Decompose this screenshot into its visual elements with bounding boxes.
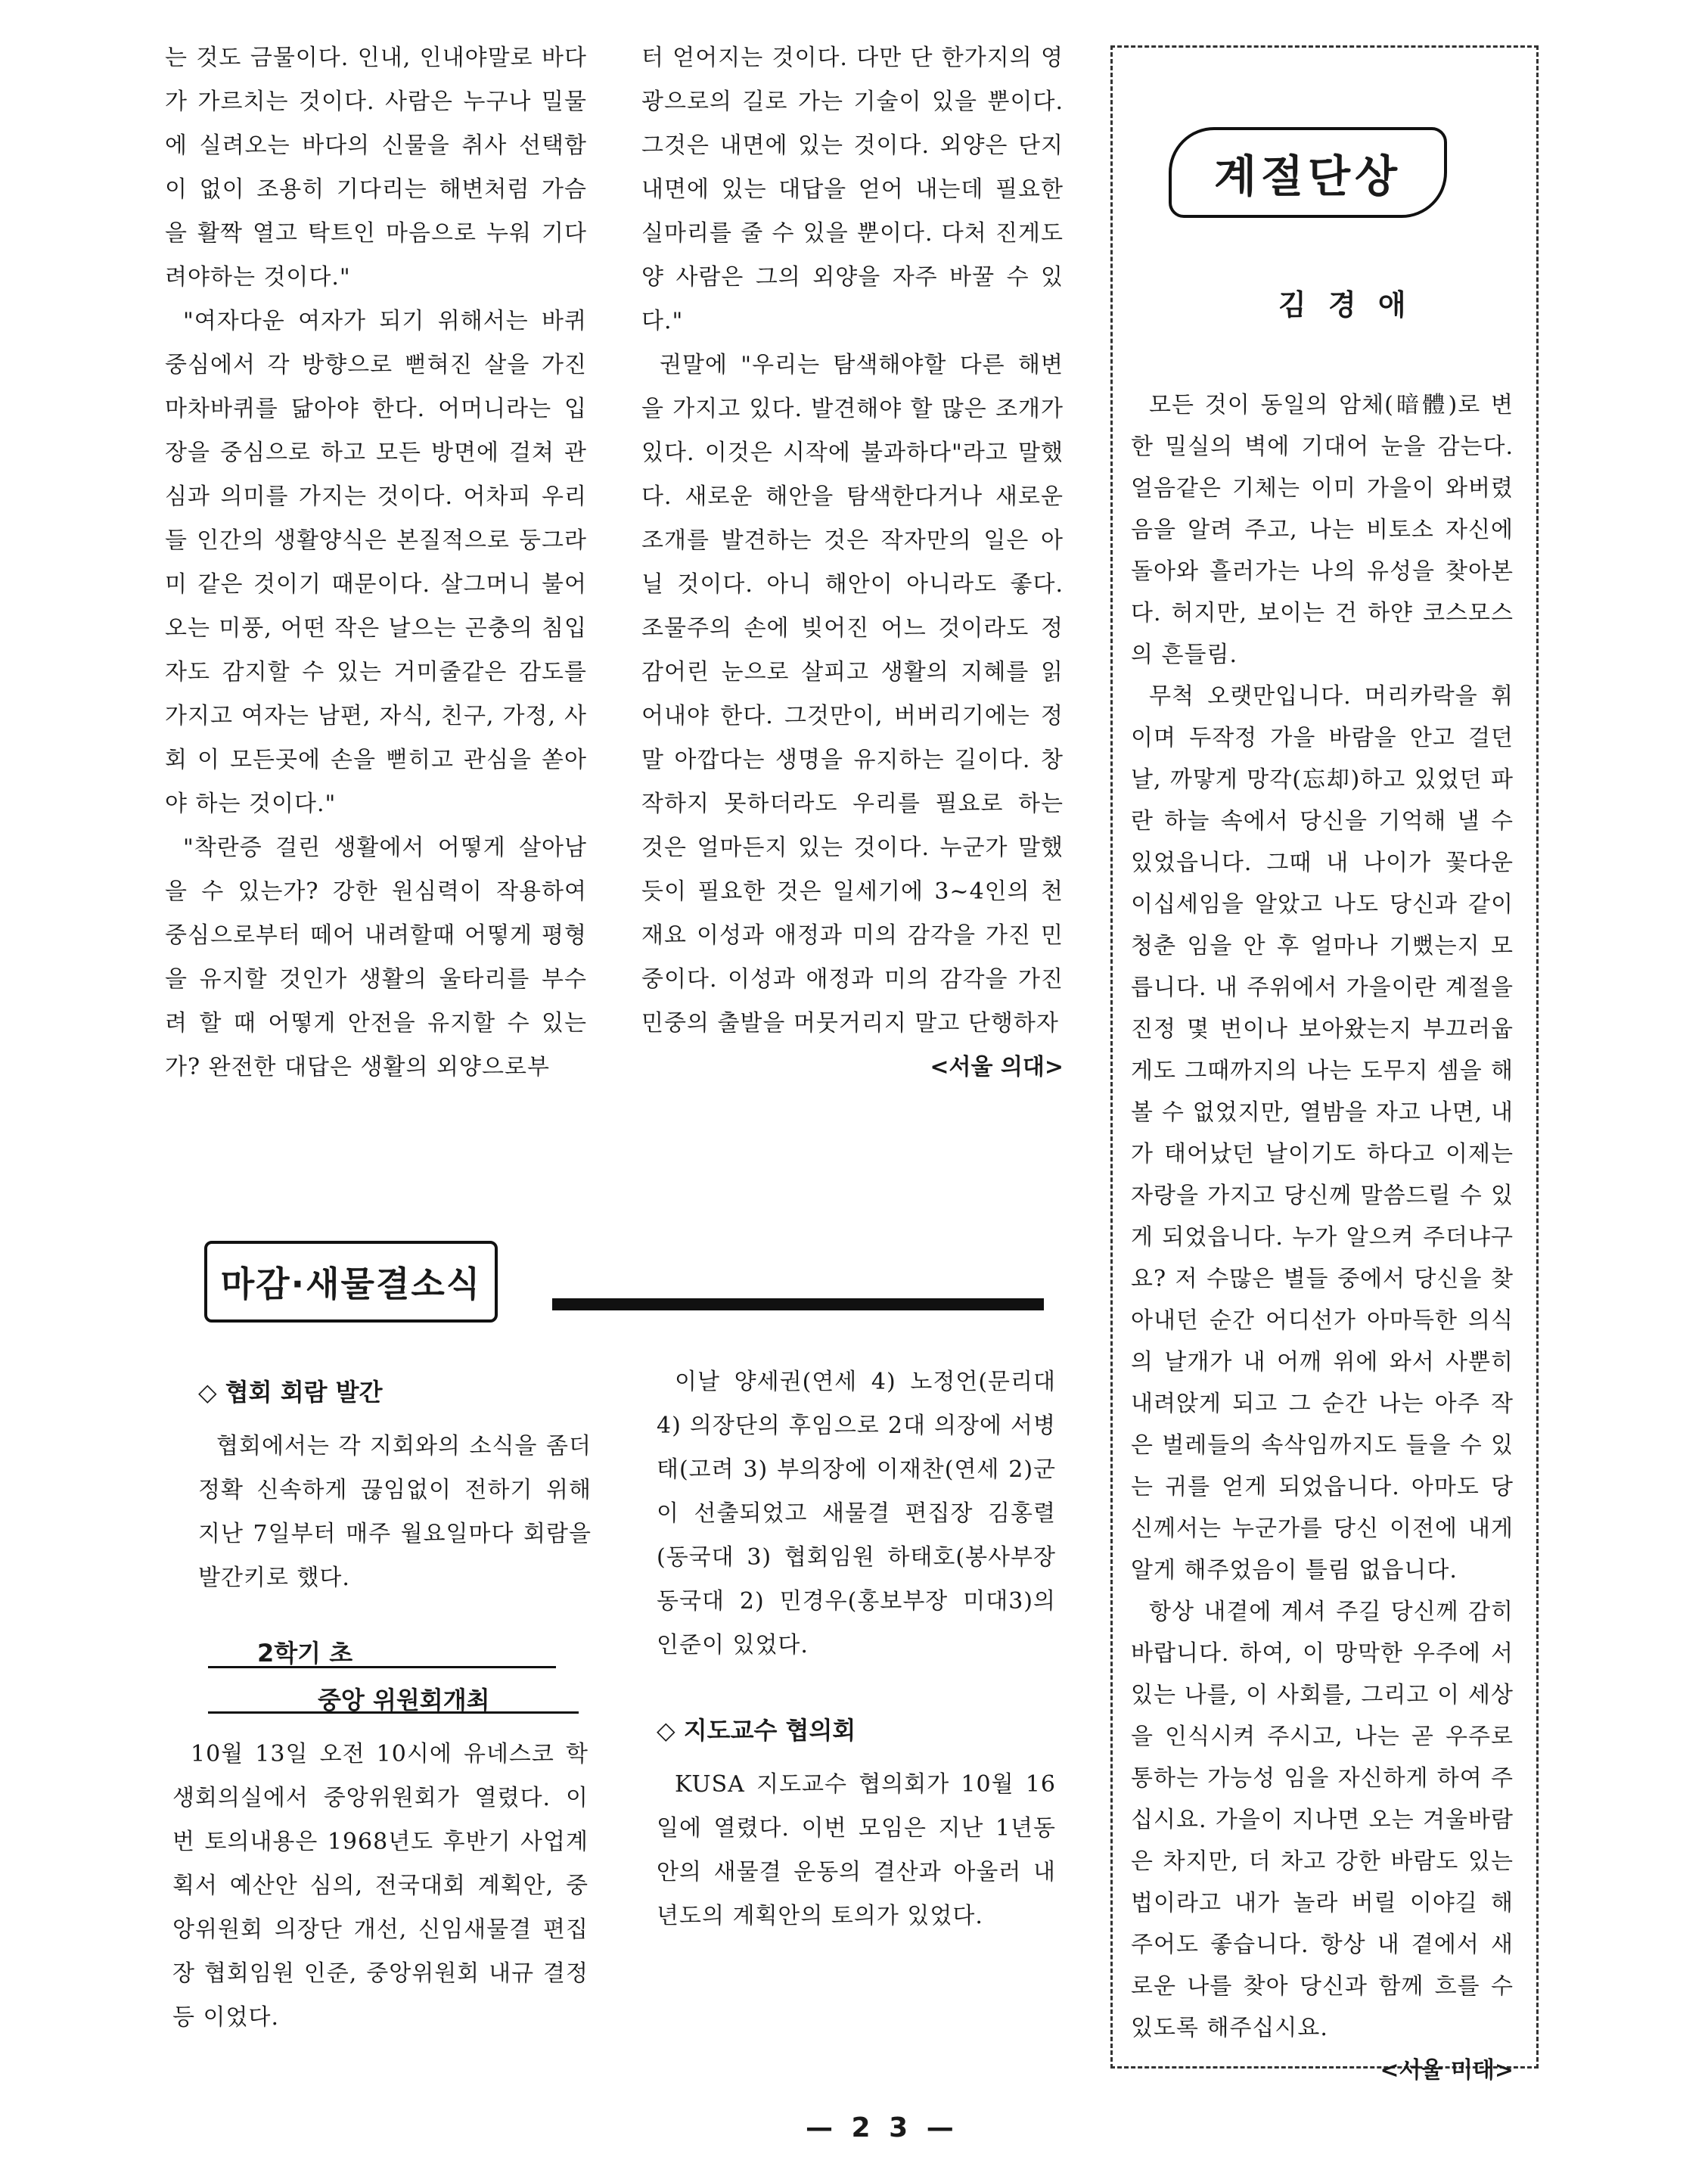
news-item3-body: KUSA 지도교수 협의회가 10월 16일에 열렸다. 이번 모임은 지난 1년동안의 새물결 운동의 결산과 아울러 내년도의 계획안의 토의가 있었다. [657, 1771, 1056, 1929]
col1-paragraph-3: "착란증 걸린 생활에서 어떻게 살아남을 수 있는가? 강한 원심력이 작용하여 중심으로부터 떼어 내려할때 어떻게 평형을 유지할 것인가 생활의 울타리를 부수려 할 때 어떻게 안전을 유지할 수 있는가? 완전한 대답은 생활의 외양으로부 [165, 835, 587, 1080]
page-number: — 2 3 — [806, 2112, 958, 2143]
news-column-2 [657, 1360, 1056, 1938]
essay-signature: <서울 미대> [1380, 2057, 1514, 2084]
essay-body [1131, 384, 1514, 2093]
news-subhead-line1: 2학기 초 [257, 1639, 353, 1668]
column-2 [641, 36, 1064, 1089]
news-item2-body: 10월 13일 오전 10시에 유네스코 학생회의실에서 중앙위원회가 열렸다. 이번 토의내용은 1968년도 후반기 사업계획서 예산안 심의, 전국대회 계획안, 중앙위원회 의장단 개선, 신임새물결 편집장 협회임원 인준, 중앙위원회 내규 결정등 이었다. [172, 1741, 588, 2031]
col2-paragraph-2: 권말에 "우리는 탐색해야할 다른 해변을 가지고 있다. 발견해야 할 많은 조개가 있다. 이것은 시작에 불과하다"라고 말했다. 새로운 해안을 탐색한다거나 새로운 조개를 발견하는 것은 작자만의 일은 아닐 것이다. 아니 해안이 아니라도 좋다. 조물주의 손에 빚어진 어느 것이라도 정감어린 눈으로 살피고 생활의 지혜를 읽어내야 한다. 그것만이, 버버리기에는 정말 아깝다는 생명을 유지하는 길이다. 창작하지 못하더라도 우리를 필요로 하는 것은 얼마든지 있는 것이다. 누군가 말했듯이 필요한 것은 일세기에 3~4인의 천재요 이성과 애정과 미의 감각을 가진 민중이다. 이성과 애정과 미의 감각을 가진 민중의 출발을 머뭇거리지 말고 단행하자 [641, 352, 1064, 1037]
essay-logo: 계절단상 [1169, 127, 1447, 218]
news-item3-title: ◇ 지도교수 협의회 [657, 1716, 856, 1745]
essay-paragraph-2: 무척 오랫만입니다. 머리카락을 휘이며 두작정 가을 바람을 안고 걸던 날, 까맣게 망각(忘却)하고 있었던 파란 하늘 속에서 당신을 기억해 낼 수 있었읍니다. 그때 내 나이가 꽃다운 이십세임을 알았고 나도 당신과 같이 청춘 임을 안 후 얼마나 기뻤는지 모릅니다. 내 주위에서 가을이란 계절을 진정 몇 번이나 보아왔는지 부끄러웁게도 그때까지의 나는 도무지 셈을 해 볼 수 없었지만, 열밤을 자고 나면, 내가 태어났던 날이기도 하다고 이제는 자랑을 가지고 당신께 말씀드릴 수 있게 되었읍니다. 누가 알으켜 주더냐구요? 저 수많은 별들 중에서 당신을 찾아내던 순간 어디선가 아마득한 의식의 날개가 내 어깨 위에 와서 사뿐히 내려앉게 되고 그 순간 나는 아주 작은 벌레들의 속삭임까지도 들을 수 있는 귀를 얻게 되었읍니다. 아마도 당신께서는 누군가를 당신 이전에 내게 알게 해주었음이 틀림 없읍니다. [1131, 683, 1514, 1584]
essay-paragraph-1: 모든 것이 동일의 암체(暗體)로 변한 밀실의 벽에 기대어 눈을 감는다. 얼음같은 기체는 이미 가을이 와버렸음을 알려 주고, 나는 비토소 자신에 돌아와 흘러가는 나의 유성을 찾아본다. 허지만, 보이는 건 하얀 코스모스의 흔들림. [1131, 392, 1514, 668]
col1-paragraph-2: "여자다운 여자가 되기 위해서는 바퀴중심에서 각 방향으로 뻗혀진 살을 가진 마차바퀴를 닮아야 한다. 어머니라는 입장을 중심으로 하고 모든 방면에 걸쳐 관심과 의미를 가지는 것이다. 어차피 우리들 인간의 생활양식은 본질적으로 둥그라미 같은 것이기 때문이다. 살그머니 불어오는 미풍, 어떤 작은 날으는 곤충의 침입자도 감지할 수 있는 거미줄같은 감도를 가지고 여자는 남편, 자식, 친구, 가정, 사회 이 모든곳에 손을 뻗히고 관심을 쏟아야 하는 것이다." [165, 308, 587, 817]
news-col2-body: 이날 양세권(연세 4) 노정언(문리대 4) 의장단의 후임으로 2대 의장에 서병태(고려 3) 부의장에 이재찬(연세 2)군이 선출되었고 새물결 편집장 김홍렬(동국대 3) 협회임원 하태호(봉사부장 동국대 2) 민경우(홍보부장 미대3)의 인준이 있었다. [657, 1369, 1056, 1658]
news-column-1 [198, 1373, 592, 1600]
essay-paragraph-3: 항상 내곁에 계셔 주길 당신께 감히 바랍니다. 하여, 이 망막한 우주에 서 있는 나를, 이 사회를, 그리고 이 세상을 인식시켜 주시고, 나는 곧 우주로 통하는 가능성 임을 자신하게 하여 주십시요. 가을이 지나면 오는 겨울바람은 차지만, 더 차고 강한 바람도 있는 법이라고 내가 놀라 버릴 이야길 해 주어도 좋습니다. 항상 내 곁에서 새로운 나를 찾아 당신과 함께 흐를 수 있도록 해주십시요. [1131, 1599, 1514, 2041]
col1-paragraph-1: 는 것도 금물이다. 인내, 인내야말로 바다가 가르치는 것이다. 사람은 누구나 밀물에 실려오는 바다의 신물을 취사 선택함이 없이 조용히 기다리는 해변처럼 가슴을 활짝 열고 탁트인 마음으로 누워 기다려야하는 것이다." [165, 45, 587, 291]
essay-author: 김 경 애 [1278, 288, 1412, 322]
news-item1-body: 협회에서는 각 지회와의 소식을 좀더 정확 신속하게 끊임없이 전하기 위해 지난 7일부터 매주 월요일마다 회람을 발간키로 했다. [198, 1433, 592, 1591]
col2-paragraph-1: 터 얻어지는 것이다. 다만 단 한가지의 영광으로의 길로 가는 기술이 있을 뿐이다. 그것은 내면에 있는 것이다. 외양은 단지 내면에 있는 대답을 얻어 내는데 필요한 실마리를 줄 수 있을 뿐이다. 다처 진게도 양 사람은 그의 외양을 자주 바꿀 수 있다." [641, 45, 1064, 334]
news-subhead-line2: 중앙 위원회개최 [318, 1686, 490, 1714]
news-item1-title: ◇ 협회 회람 발간 [198, 1378, 383, 1406]
col2-signature: <서울 의대> [930, 1054, 1064, 1080]
news-banner: 마감·새물결소식 [204, 1241, 498, 1323]
banner-rule [552, 1298, 1044, 1310]
news-column-1-lower [172, 1733, 588, 2040]
column-1 [165, 36, 587, 1089]
